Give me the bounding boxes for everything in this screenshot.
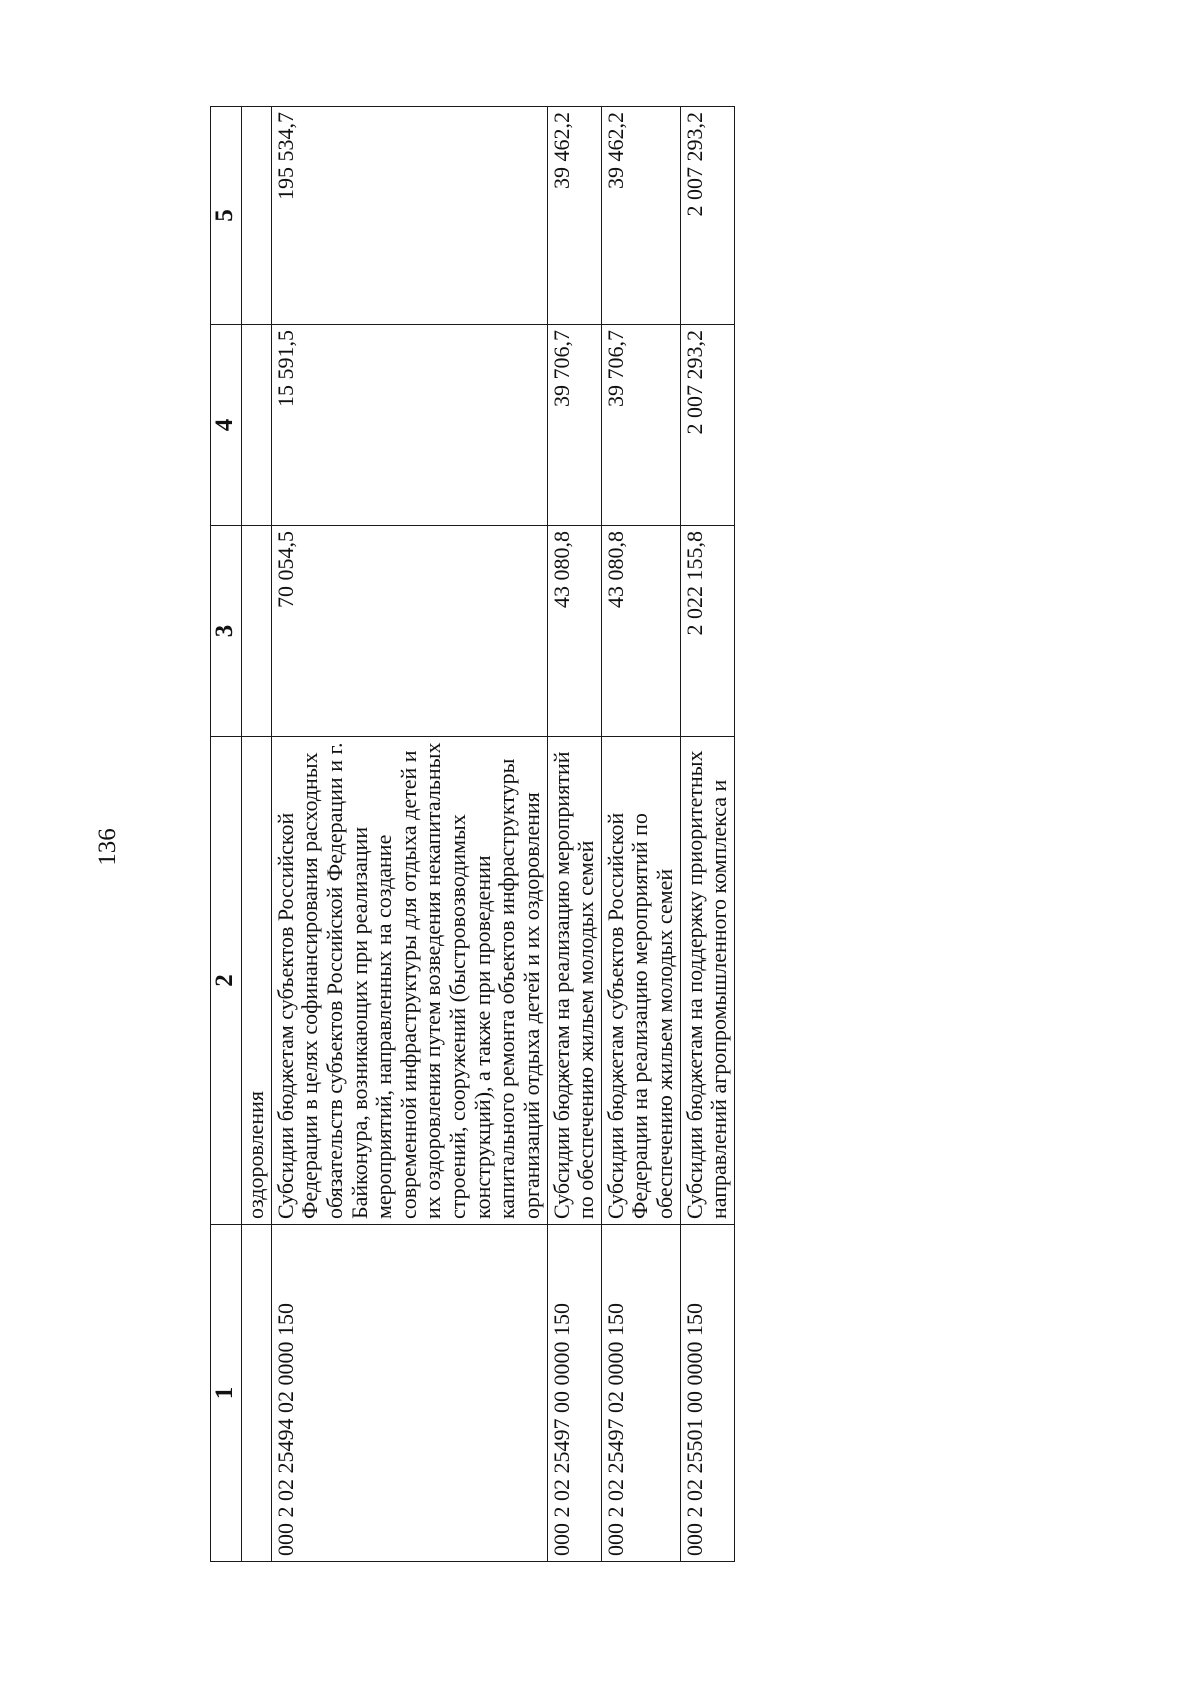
column-header-5: 5 [211, 107, 242, 325]
row-value-col3: 2 022 155,8 [680, 526, 734, 737]
row-value-col4: 39 706,7 [547, 325, 601, 526]
table-row [271, 107, 547, 1562]
row-value-col3: 43 080,8 [547, 526, 601, 737]
row-value-col5: 2 007 293,2 [680, 107, 734, 325]
row-value-col4: 2 007 293,2 [680, 325, 734, 526]
column-header-1: 1 [211, 1225, 242, 1562]
row-value-col5: 39 462,2 [547, 107, 601, 325]
row-value-col5: 195 534,7 [271, 107, 547, 325]
row-description: Субсидии бюджетам на реализацию мероприятий по обеспечению жильем молодых семей [547, 737, 601, 1225]
row-description: Субсидии бюджетам субъектов Российской Федерации в целях софинансирования расходных обязательств субъектов Российской Федерации и г. Байконура, возникающих при реализации мероприятий, направленных на создание современной инфраструктуры для отдыха детей и их оздоровления путем возведения некапитальных строений, сооружений (быстровозводимых конструкций), а также при проведении капитального ремонта объектов инфраструктуры организаций отдыха детей и их оздоровления [271, 737, 547, 1225]
continuation-col4-cell [242, 325, 272, 526]
continuation-row [242, 107, 272, 1562]
table-row [547, 107, 601, 1562]
row-description: Субсидии бюджетам на поддержку приоритетных направлений агропромышленного комплекса и [680, 737, 734, 1225]
row-value-col5: 39 462,2 [601, 107, 680, 325]
budget-table [210, 106, 735, 1562]
row-code: 000 2 02 25501 00 0000 150 [680, 1225, 734, 1562]
row-code: 000 2 02 25497 00 0000 150 [547, 1225, 601, 1562]
continuation-text: оздоровления [242, 737, 272, 1225]
row-code: 000 2 02 25494 02 0000 150 [271, 1225, 547, 1562]
row-value-col4: 15 591,5 [271, 325, 547, 526]
continuation-col3-cell [242, 526, 272, 737]
table-row [601, 107, 680, 1562]
budget-table-container [210, 107, 1100, 1562]
row-value-col4: 39 706,7 [601, 325, 680, 526]
row-value-col3: 43 080,8 [601, 526, 680, 737]
table-row [680, 107, 734, 1562]
row-value-col3: 70 054,5 [271, 526, 547, 737]
page-number: 136 [94, 828, 121, 866]
column-header-3: 3 [211, 526, 242, 737]
column-header-4: 4 [211, 325, 242, 526]
header-row [211, 107, 242, 1562]
continuation-col5-cell [242, 107, 272, 325]
column-header-2: 2 [211, 737, 242, 1225]
continuation-code-cell [242, 1225, 272, 1562]
row-description: Субсидии бюджетам субъектов Российской Федерации на реализацию мероприятий по обеспечению жильем молодых семей [601, 737, 680, 1225]
row-code: 000 2 02 25497 02 0000 150 [601, 1225, 680, 1562]
